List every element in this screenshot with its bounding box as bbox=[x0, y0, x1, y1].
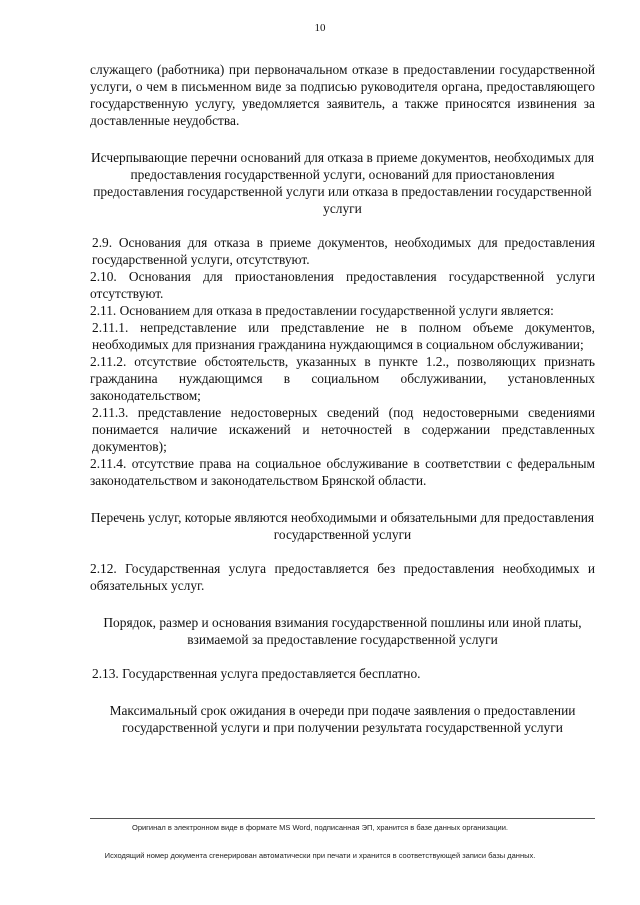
document-body bbox=[90, 61, 595, 736]
paragraph-2-11-2: 2.11.2. отсутствие обстоятельств, указанных в пункте 1.2., позволяющих признать гражданина нуждающимся в социальном обслуживании, установленных законодательством; bbox=[90, 354, 595, 403]
footer-divider bbox=[90, 818, 595, 819]
paragraph-2-10: 2.10. Основания для приостановления предоставления государственной услуги отсутствуют. bbox=[90, 269, 595, 301]
paragraph-2-13: 2.13. Государственная услуга предоставляется бесплатно. bbox=[92, 666, 421, 681]
section-heading-fees: Порядок, размер и основания взимания государственной пошлины или иной платы, взимаемой за предоставление государственной услуги bbox=[103, 615, 582, 647]
paragraph-2-11-4: 2.11.4. отсутствие права на социальное обслуживание в соответствии с федеральным законодательством и законодательством Брянской области. bbox=[90, 456, 595, 488]
paragraph-2-11-3: 2.11.3. представление недостоверных сведений (под недостоверными сведениями понимается наличие искажений и неточностей в содержании представленных документов); bbox=[92, 405, 595, 454]
section-heading-required-services: Перечень услуг, которые являются необходимыми и обязательными для предоставления государственной услуги bbox=[90, 510, 595, 542]
page-number: 10 bbox=[314, 22, 326, 34]
paragraph-2-9: 2.9. Основания для отказа в приеме документов, необходимых для предоставления государственной услуги, отсутствуют. bbox=[92, 235, 595, 267]
paragraph-continuation: служащего (работника) при первоначальном отказе в предоставлении государственной услуги, о чем в письменном виде за подписью руководителя органа, предоставляющего государственную услугу, уведомляется заявитель, а также приносятся извинения за доставленные неудобства. bbox=[90, 62, 595, 128]
paragraph-2-12: 2.12. Государственная услуга предоставляется без предоставления необходимых и обязательных услуг. bbox=[90, 561, 595, 593]
paragraph-2-11-1: 2.11.1. непредставление или представление не в полном объеме документов, необходимых для признания гражданина нуждающимся в социальном обслуживании; bbox=[92, 320, 595, 352]
paragraph-2-11: 2.11. Основанием для отказа в предоставлении государственной услуги является: bbox=[90, 303, 554, 318]
footer-note-original: Оригинал в электронном виде в формате MS Word, подписанная ЭП, хранится в базе данных организации. bbox=[131, 823, 508, 832]
footer-note-number: Исходящий номер документа сгенерирован автоматически при печати и хранится в соответствующей записи базы данных. bbox=[104, 851, 536, 860]
section-heading-refusal-grounds: Исчерпывающие перечни оснований для отказа в приеме документов, необходимых для предоставления государственной услуги, оснований для приостановления предоставления государственной услуги или отказа в предоставлении государственной услуги bbox=[90, 150, 594, 216]
section-heading-queue-time: Максимальный срок ожидания в очереди при подаче заявления о предоставлении государственной услуги и при получении результата государственной услуги bbox=[109, 703, 576, 735]
